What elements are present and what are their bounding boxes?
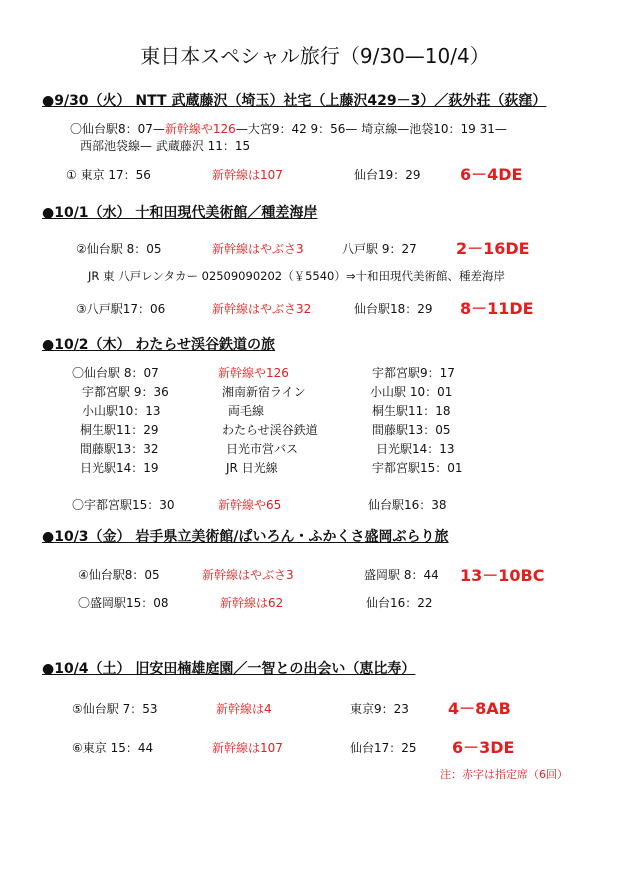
trip-departure: ④仙台駅8：05 xyxy=(78,568,160,582)
schedule-cell: 湘南新宿ライン xyxy=(222,385,306,399)
schedule-cell: 日光市営バス xyxy=(226,442,299,456)
trip-departure: ⑥東京 15：44 xyxy=(72,741,154,755)
trip-train: 新幹線はやぶさ3 xyxy=(202,568,294,582)
schedule-cell: 桐生駅11：18 xyxy=(372,404,451,418)
day-heading-0930: ●9/30（火） NTT 武蔵藤沢（埼玉）社宅（上藤沢429－3）／荻外荘（荻窪） xyxy=(42,93,547,109)
route-start: 〇仙台駅8：07— xyxy=(70,122,165,136)
trip-arrival: 八戸駅 9：27 xyxy=(342,242,417,256)
seat-number: 6－4DE xyxy=(460,165,523,184)
trip-departure: 〇盛岡駅15：08 xyxy=(78,596,169,610)
trip-departure: 〇宇都宮駅15：30 xyxy=(72,498,175,512)
trip-departure: ⑤仙台駅 7：53 xyxy=(72,702,158,716)
route-line-1 xyxy=(70,120,507,137)
seat-number: 2－16DE xyxy=(456,239,530,258)
schedule-cell: 両毛線 xyxy=(228,404,265,418)
trip-arrival: 仙台駅16：38 xyxy=(368,498,447,512)
trip-arrival: 東京9：23 xyxy=(350,702,409,716)
schedule-cell: 間藤駅13：32 xyxy=(80,442,159,456)
trip-train: 新幹線はやぶさ3 xyxy=(212,242,304,256)
schedule-cell: 日光駅14：19 xyxy=(80,461,159,475)
trip-train: 新幹線はやぶさ32 xyxy=(212,302,312,316)
seat-number: 8－11DE xyxy=(460,299,534,318)
schedule-cell: 宇都宮駅9：17 xyxy=(372,366,455,380)
page-title: 東日本スペシャル旅行（9/30—10/4） xyxy=(140,44,490,68)
trip-departure: ②仙台駅 8：05 xyxy=(76,242,162,256)
route-line-2: 西部池袋線— 武蔵藤沢 11：15 xyxy=(80,139,251,153)
trip-train: 新幹線や65 xyxy=(218,498,282,512)
route-rest: —大宮9：42 9：56— 埼京線—池袋10：19 31— xyxy=(235,122,507,136)
schedule-cell: 新幹線や126 xyxy=(218,366,289,380)
trip-arrival: 盛岡駅 8：44 xyxy=(364,568,439,582)
trip-arrival: 仙台17：25 xyxy=(350,741,417,755)
trip-departure: ① 東京 17：56 xyxy=(66,168,151,182)
trip-train: 新幹線は4 xyxy=(216,702,272,716)
trip-train: 新幹線は62 xyxy=(220,596,284,610)
schedule-cell: 宇都宮駅 9：36 xyxy=(82,385,169,399)
day-heading-1004: ●10/4（土） 旧安田楠雄庭園／一智との出会い（恵比寿） xyxy=(42,661,416,677)
schedule-cell: 小山駅 10：01 xyxy=(370,385,453,399)
trip-arrival: 仙台駅18：29 xyxy=(354,302,433,316)
schedule-cell: 宇都宮駅15：01 xyxy=(372,461,463,475)
rental-car-info: JR 東 八戸レンタカー 02509090202（￥5540）⇒十和田現代美術館、種差海岸 xyxy=(88,269,505,283)
seat-number: 6－3DE xyxy=(452,738,515,757)
day-heading-1003: ●10/3（金） 岩手県立美術館/ぱいろん・ふかくさ盛岡ぶらり旅 xyxy=(42,529,449,545)
trip-arrival: 仙台19：29 xyxy=(354,168,421,182)
schedule-cell: 日光駅14：13 xyxy=(376,442,455,456)
schedule-cell: 桐生駅11：29 xyxy=(80,423,159,437)
day-heading-1001: ●10/1（水） 十和田現代美術館／種差海岸 xyxy=(42,205,318,221)
day-heading-1002: ●10/2（木） わたらせ渓谷鉄道の旅 xyxy=(42,337,276,353)
schedule-cell: JR 日光線 xyxy=(226,461,278,475)
trip-arrival: 仙台16：22 xyxy=(366,596,433,610)
trip-train: 新幹線は107 xyxy=(212,168,283,182)
schedule-cell: 小山駅10：13 xyxy=(82,404,161,418)
seat-number: 13－10BC xyxy=(460,566,545,585)
schedule-cell: 間藤駅13：05 xyxy=(372,423,451,437)
trip-train: 新幹線は107 xyxy=(212,741,283,755)
trip-departure: ③八戸駅17：06 xyxy=(76,302,166,316)
schedule-cell: 〇仙台駅 8：07 xyxy=(72,366,159,380)
route-train: 新幹線や126 xyxy=(164,122,236,136)
schedule-cell: わたらせ渓谷鉄道 xyxy=(222,423,318,437)
footnote: 注：赤字は指定席（6回） xyxy=(440,768,568,781)
seat-number: 4－8AB xyxy=(448,699,511,718)
